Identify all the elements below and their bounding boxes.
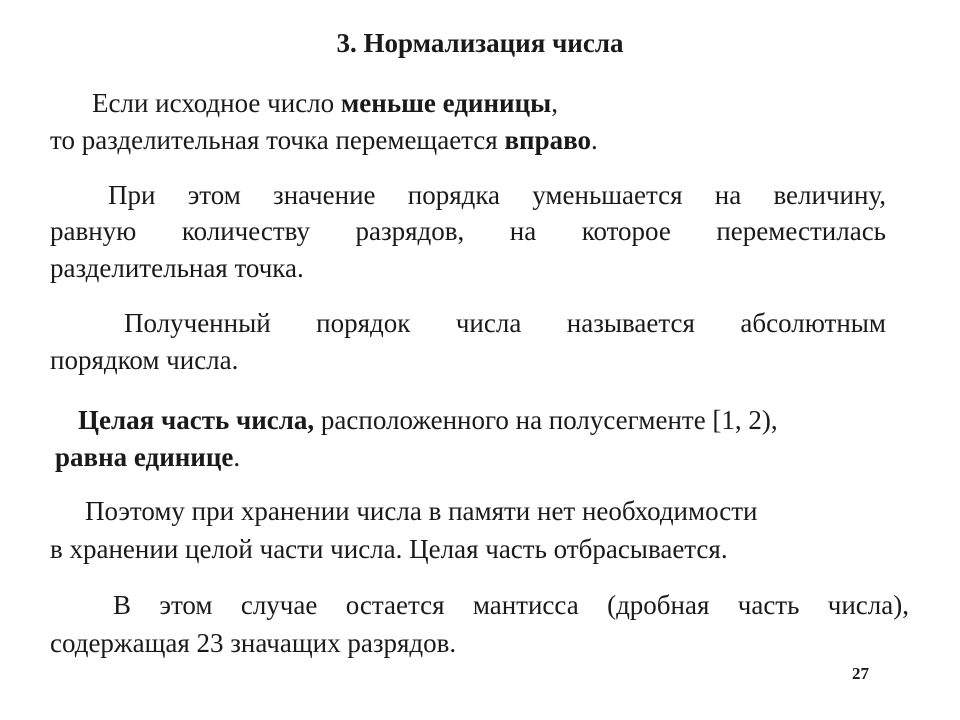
bold-text: меньше единицы <box>340 88 552 118</box>
text: , <box>551 88 558 118</box>
bold-text: равна единице <box>55 442 234 472</box>
text: то разделительная точка перемещается <box>50 125 505 155</box>
paragraph-2-line-1: При этом значение порядка уменьшается на величину, <box>108 180 886 210</box>
paragraph-5-line-1: Поэтому при хранении числа в памяти нет необходимости <box>85 496 758 526</box>
bold-text: вправо <box>504 125 592 155</box>
paragraph-1-line-2 <box>50 123 598 157</box>
paragraph-6-line-2: содержащая 23 значащих разрядов. <box>50 628 457 658</box>
text: расположенного на полусегменте [1, 2), <box>314 405 778 435</box>
slide-title: 3. Нормализация числа <box>336 28 624 58</box>
paragraph-6-line-1: В этом случае остается мантисса (дробная часть числа), <box>113 590 909 620</box>
bold-text: Целая часть числа, <box>78 405 315 435</box>
paragraph-4-line-1 <box>78 403 778 437</box>
paragraph-2-line-3: разделительная точка. <box>50 253 304 283</box>
paragraph-3-line-1: Полученный порядок числа называется абсолютным <box>124 308 886 338</box>
paragraph-2-line-2: равную количеству разрядов, на которое переместилась <box>50 216 886 246</box>
page-number: 27 <box>852 664 869 683</box>
paragraph-3-line-2: порядком числа. <box>50 345 239 375</box>
text: . <box>591 125 598 155</box>
text: Если исходное число <box>92 88 341 118</box>
paragraph-4-line-2 <box>55 440 240 474</box>
paragraph-5-line-2: в хранении целой части числа. Целая часть отбрасывается. <box>50 534 728 564</box>
text: . <box>233 442 241 472</box>
paragraph-1-line-1 <box>92 86 558 120</box>
